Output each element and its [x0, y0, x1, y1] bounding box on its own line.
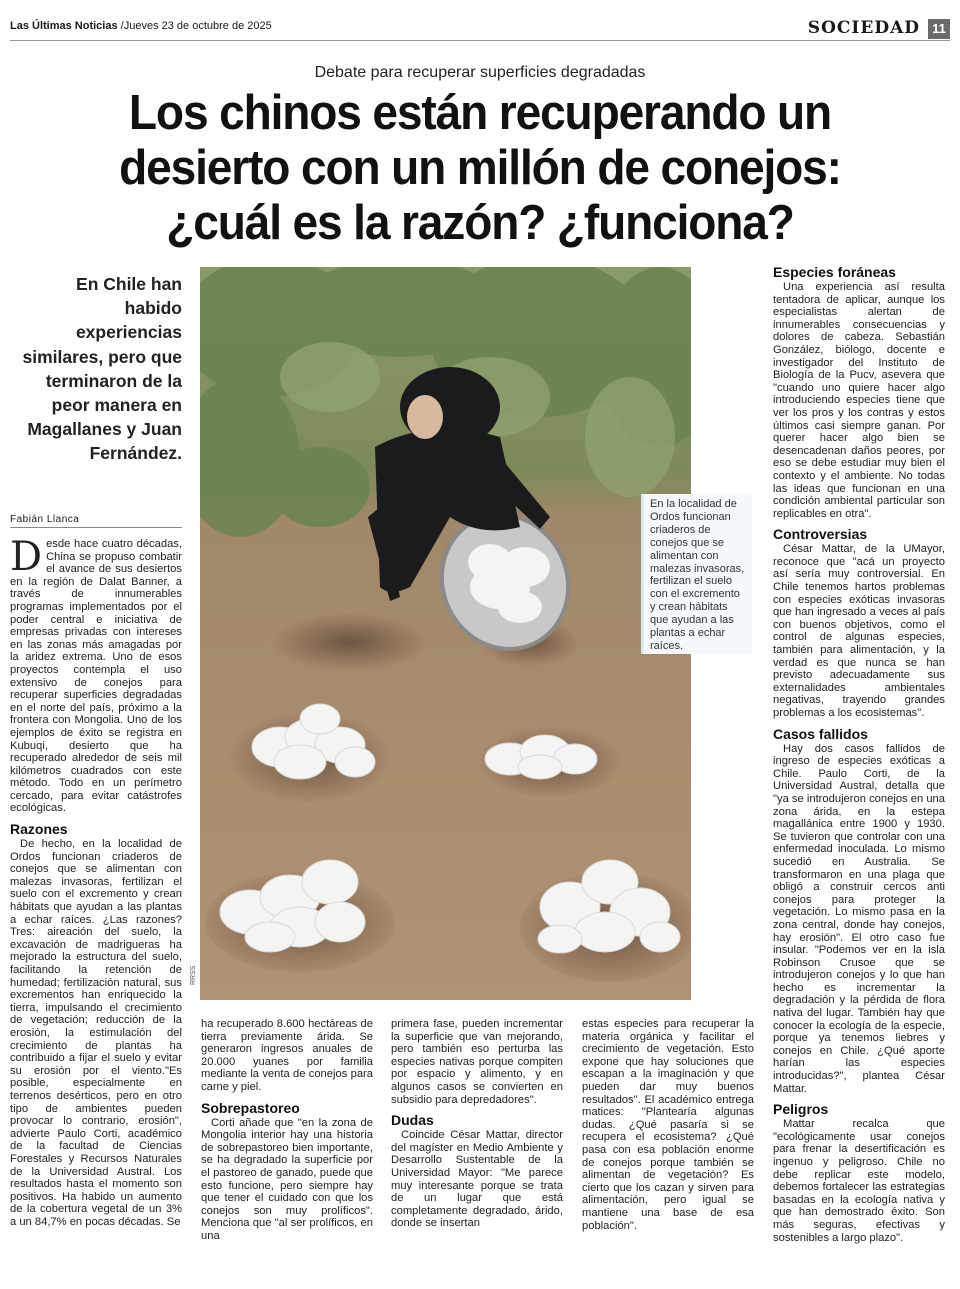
masthead-text	[10, 20, 272, 32]
paragraph: primera fase, pueden incrementar la superficie que van mejorando, pero también eso perturba las especies nativas porque compiten por espacio y alimento, y en algunos casos se convierten en subsidio para depredadores".	[391, 1018, 563, 1106]
deck: En Chile han habido experiencias similares, pero que terminaron de la peor manera en Magallanes y Juan Fernández.	[22, 274, 182, 464]
article-column-5	[773, 264, 945, 1244]
paragraph: Corti añade que "en la zona de Mongolia interior hay una historia de sobrepastoreo bien importante, se ha degradado la superficie por el pastoreo de ganado, puede que esto funcione, pero siempre hay que tener el cuidado con que los conejos son muy prolíficos". Menciona que "al ser prolíficos, en una	[201, 1116, 373, 1242]
paragraph: Hay dos casos fallidos de ingreso de especies exóticas a Chile. Paulo Corti, de la Universidad Austral, detalla que "ya se introdujeron conejos en una zona árida, en la estepa magallánica entre 1900 y 1930. Se tuvieron que controlar con una enfermedad inoculada. Lo mismo sucedió en Australia. Se transformaron en una plaga que obligó a construir cercos anti conejos para proteger la vegetación. Lo mismo pasa en la zona central, donde hay conejos, hay erosión". El otro caso fue insular. "Podemos ver en la isla Robinson Crusoe que se introdujeron conejos y lo que han hecho es incrementar la degradación y la pérdida de flora nativa del lugar. También hay que conocer la ecología de la especie, porque ya tenemos liebres y conejos en Chile. ¿Qué aporte harían las especies introducidas?", plantea César Mattar.	[773, 742, 945, 1095]
paragraph: esde hace cuatro décadas, China se propuso combatir el avance de sus desiertos en la región de Dalat Banner, a través de innumerables programas implementados por el poder central e iniciativa de empresas privadas con intereses en las zonas más amagadas por la aridez extrema. Uno de esos proyectos contempla el uso extensivo de conejos para recuperar superficies degradadas en el norte del país, próximo a la frontera con Mongolia. Uno de los ejemplos de éxito se registra en Kubuqi, desierto que ha recuperado alrededor de seis mil kilómetros cuadrados con este método. Todo en un perímetro cercado, para evitar catástrofes ecológicas.	[10, 538, 182, 815]
header-divider	[10, 40, 950, 41]
paragraph: estas especies para recuperar la materia orgánica y facilitar el crecimiento de vegetación. Esto expone que hay soluciones que escapan a la imaginación y que pueden dar muy buenos resultados". El académico entrega matices: "Plantearía algunas dudas. ¿Qué pasaría si se recupera el ecosistema? ¿Qué pasa con esa población enorme de conejos porque también se alimentan de vegetación? Es cierto que los cazan y sirven para alimentación, pero igual se mantiene una base de esa población".	[582, 1018, 754, 1232]
photo-rabbits-in-pits	[200, 267, 691, 1000]
subhead-sobrepastoreo: Sobrepastoreo	[201, 1099, 300, 1116]
paragraph: César Mattar, de la UMayor, reconoce que "acá un proyecto así sería muy controversial. En Chile tenemos hartos problemas con especies exóticas invasoras que han ingresado a veces al país con buenos objetivos, como el control de algunas especies, también para alimentación, y la verdad es que nunca se han previsto adecuadamente sus externalidades ambientales negativas, trayendo grandes problemas a los ecosistemas".	[773, 543, 945, 719]
article-column-4	[582, 1018, 754, 1232]
article-column-3	[391, 1018, 563, 1230]
section-name: SOCIEDAD	[807, 18, 920, 38]
paragraph: Una experiencia así resulta tentadora de aplicar, aunque los especialistas alertan de innumerables consecuencias y dolores de cabeza. Sebastián González, biólogo, docente e investigador del Instituto de Biología de la Pucv, asevera que "cuando uno quiere hacer algo introduciendo especies tiene que ver los pros y los contras y estos últimos casi siempre ganan. Por querer hacer algo bien se desencadenan daños peores, por eso se debe estudiar muy bien el contexto y el ambiente. No todas las ideas que funcionan en una condición ambiental particular son replicables en otra".	[773, 281, 945, 520]
article-photo	[200, 267, 691, 1000]
paragraph: Mattar recalca que "ecológicamente usar conejos para frenar la desertificación es ingenuo y peligroso. Chile no debe replicar este modelo, debemos fortalecer las estrategias basadas en la ecología nativa y que han demostrado éxito. Son más seguras, efectivas y sostenibles a largo plazo".	[773, 1118, 945, 1244]
subhead-especies: Especies foráneas	[773, 264, 896, 280]
paragraph: De hecho, en la localidad de Ordos funcionan criaderos de conejos que se alimentan con malezas invasoras, fertilizan el suelo con el excremento y crean hábitats que ayudan a las plantas a echar raíces. ¿Las razones? Tres: aireación del suelo, la excavación de madrigueras ha mejorado la estructura del suelo, facilitando la retención de humedad; fertilización natural, sus excrementos han enriquecido la tierra, impulsando el crecimiento de vegetación; reducción de la erosión, la estimulación del crecimiento de plantas ha contribuido a fijar el suelo y evitar su erosión por el viento."Es posible, especialmente en terrenos desérticos, pero en otro tipo de ambientes pueden provocar lo contrario, erosión", advierte Paulo Corti, académico de la facultad de Ciencias Forestales y Recursos Naturales de la Universidad Austral. Los resultados hasta el momento son positivos. Ha habido un aumento de la cobertura vegetal de un 3% a un 84,7% en pocas décadas. Se	[10, 838, 182, 1228]
article-column-2	[201, 1018, 373, 1243]
kicker: Debate para recuperar superficies degradadas	[314, 64, 646, 81]
subhead-controversias: Controversias	[773, 526, 868, 543]
page-number: 11	[928, 19, 950, 39]
photo-caption: En la localidad de Ordos funcionan criaderos de conejos que se alimentan con malezas invasoras, fertilizan el suelo con el excremento y crean hábitats que ayudan a las plantas a echar raíces.	[641, 494, 752, 654]
newspaper-name: Las Últimas Noticias	[10, 20, 118, 32]
masthead	[10, 20, 950, 40]
subhead-razones: Razones	[10, 821, 68, 838]
paragraph: ha recuperado 8.600 hectáreas de tierra previamente árida. Se generaron ingresos anuales de 20.000 yuanes por familia mediante la venta de conejos para carne y piel.	[201, 1018, 373, 1093]
publication-date: /Jueves 23 de octubre de 2025	[120, 20, 272, 32]
photo-credit: RRSS	[190, 965, 197, 985]
byline: Fabián Llanca	[10, 514, 182, 528]
subhead-peligros: Peligros	[773, 1101, 829, 1118]
headline: Los chinos están recuperando un desierto con un millón de conejos: ¿cuál es la razón? ¿funciona?	[119, 86, 841, 250]
paragraph: Coincide César Mattar, director del magíster en Medio Ambiente y Desarrollo Sustentable de la Universidad Mayor: "Me parece muy interesante porque se trata de un lugar que está completamente degradado, árido, donde se insertan	[391, 1129, 563, 1230]
dropcap: D	[10, 534, 43, 580]
subhead-dudas: Dudas	[391, 1112, 434, 1129]
subhead-casos-fallidos: Casos fallidos	[773, 725, 868, 742]
article-column-1	[10, 534, 182, 1228]
